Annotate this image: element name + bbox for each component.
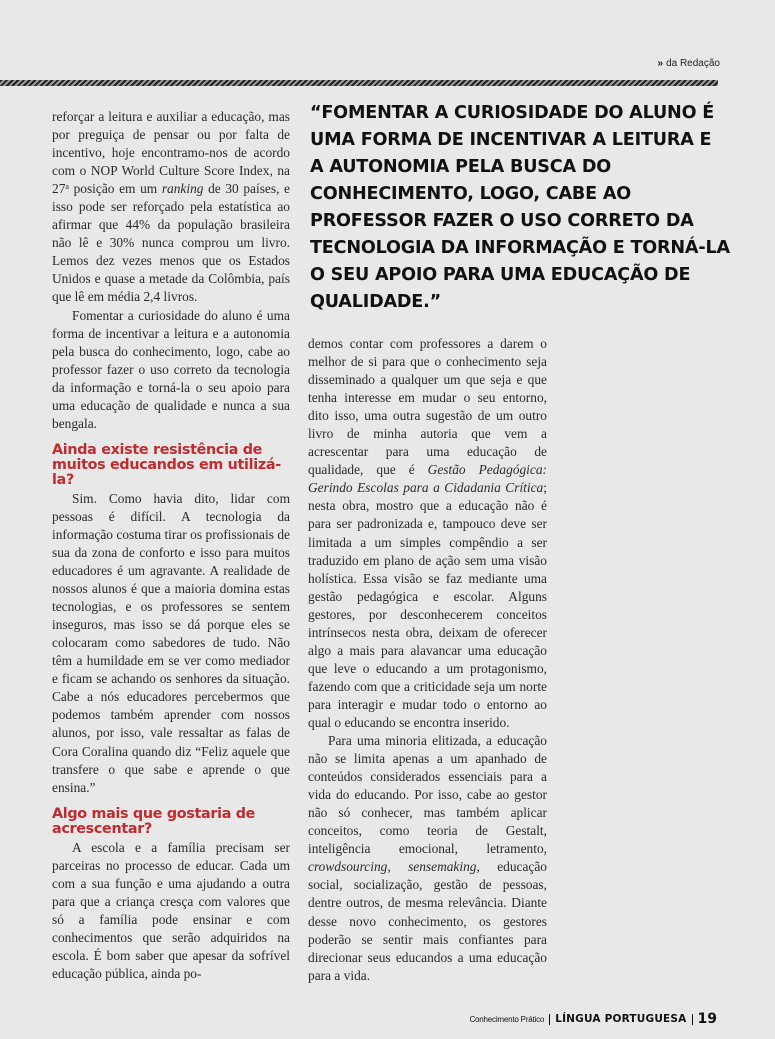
text: reforçar a leitura e auxiliar a educação, mas por preguiça de pensar ou por falta de incentivo, hoje encontramo-nos de acordo com o NOP World Culture Score Index, na 27 (52, 109, 290, 197)
publication-name: Conhecimento Prático (469, 1014, 545, 1024)
page-number: 19 (697, 1011, 717, 1027)
paragraph (308, 732, 547, 985)
paragraph: Sim. Como havia dito, lidar com pessoas é difícil. A tecnologia da informação costuma tirar os profissionais de sua da zona de conforto e isso para muitos educadores é um agravante. A realidade de nossos alunos é que a maioria domina estas tecnologias, e os professores se sentem inseguros, mas isso se dá porque eles se colocaram como sabedores de tudo. Não têm a humildade em se ver como mediador e ficam se achando os senhores da situação. Cabe a nós educadores percebermos que podemos também aprender com nossos alunos, por isso, vale ressaltar as falas de Cora Coralina quando diz “Feliz aquele que transfere o que sabe e aprende o que ensina.” (52, 490, 290, 795)
divider (549, 1014, 550, 1025)
text: , educação social, socialização, gestão de pessoas, dentre outros, de mesma relevância. Diante desse novo conhecimento, os gestores poderão se sentir mais confiantes para direcionar seus educandos a uma educação para a vida. (308, 859, 547, 983)
section-label: da Redação (666, 58, 720, 69)
magazine-name: LÍNGUA PORTUGUESA (555, 1013, 687, 1025)
article-column-2 (308, 335, 547, 985)
divider (692, 1014, 693, 1025)
italic-term: sensemaking (408, 859, 477, 875)
text: ; nesta obra, mostro que a educação não é para ser padronizada e, tampouco deve ser limitada a um simples compêndio a ser traduzido em plano de ação sem uma visão holística. Essa visão se faz mediante uma gestão pedagógica e escolar. Alguns gestores, por desconhecerem conceitos intrínsecos nesta obra, deixam de oferecer algo a mais para alavancar uma educação que leve o educando a um protagonismo, fazendo com que a criticidade seja um norte para interagir e mudar todo o entorno ao qual o educando se encontra inserido. (308, 480, 547, 730)
text: posição em um (68, 181, 162, 197)
italic-term: ranking (161, 181, 204, 197)
book-title: Gestão Pedagógica: Gerindo Escolas para a Cidadania Crítica (308, 462, 547, 496)
pull-quote: “FOMENTAR A CURIOSIDADE DO ALUNO É UMA FORMA DE INCENTIVAR A LEITURA E A AUTONOMIA PELA BUSCA DO CONHECIMENTO, LOGO, CABE AO PROFESSOR FAZER O USO CORRETO DA TECNOLOGIA DA INFORMAÇÃO E TORNÁ-LA O SEU APOIO PARA UMA EDUCAÇÃO DE QUALIDADE.” (310, 103, 730, 312)
section-heading: Algo mais que gostaria de acrescentar? (52, 805, 256, 837)
section-heading: Ainda existe resistência de muitos educandos em utilizá-la? (52, 441, 281, 488)
double-chevron-right-icon: » (657, 58, 664, 69)
article-column-1 (52, 108, 290, 983)
paragraph (308, 335, 547, 732)
text: Para uma minoria elitizada, a educação não se limita apenas a um apanhado de conteúdos considerados essenciais para a vida do educando. Por isso, cabe ao gestor não só conhecer, mas também aplicar conceitos, como teoria de Gestalt, inteligência emocional, letramento, (308, 733, 547, 857)
paragraph (52, 108, 290, 307)
italic-term: crowdsourcing (308, 859, 388, 875)
text: de 30 países, e isso pode ser reforçado pela estatística ao afirmar que 44% da população brasileira não lê e 30% nunca comprou um livro. Lemos dez vezes menos que os Estados Unidos e quase a metade da Colômbia, país que lê em média 2,4 livros. (52, 181, 290, 305)
paragraph: A escola e a família precisam ser parceiras no processo de educar. Cada um com a sua função e uma ajudando a outra para que a criança cresça com valores que só a família pode ensinar e com conhecimentos que serão adquiridos na escola. É bom saber que apesar da sofrível educação pública, ainda po- (52, 839, 290, 981)
ordinal-superscript: a (65, 182, 69, 192)
page-footer (469, 1011, 717, 1027)
text: , (387, 859, 409, 875)
text: demos contar com professores a darem o melhor de si para que o conhecimento seja disseminado a qualquer um que seja e que tenha interesse em mudar o seu entorno, dito isso, uma outra sugestão de um outro livro de minha autoria que vem a acrescentar para uma educação de qualidade, que é (308, 336, 547, 478)
paragraph: Fomentar a curiosidade do aluno é uma forma de incentivar a leitura e a autonomia pela busca do conhecimento, logo, cabe ao professor fazer o uso correto da tecnologia da informação e torná-la o seu apoio para uma educação de qualidade e nunca a sua bengala. (52, 307, 290, 431)
hatched-divider (0, 80, 718, 86)
section-tag (658, 58, 721, 69)
